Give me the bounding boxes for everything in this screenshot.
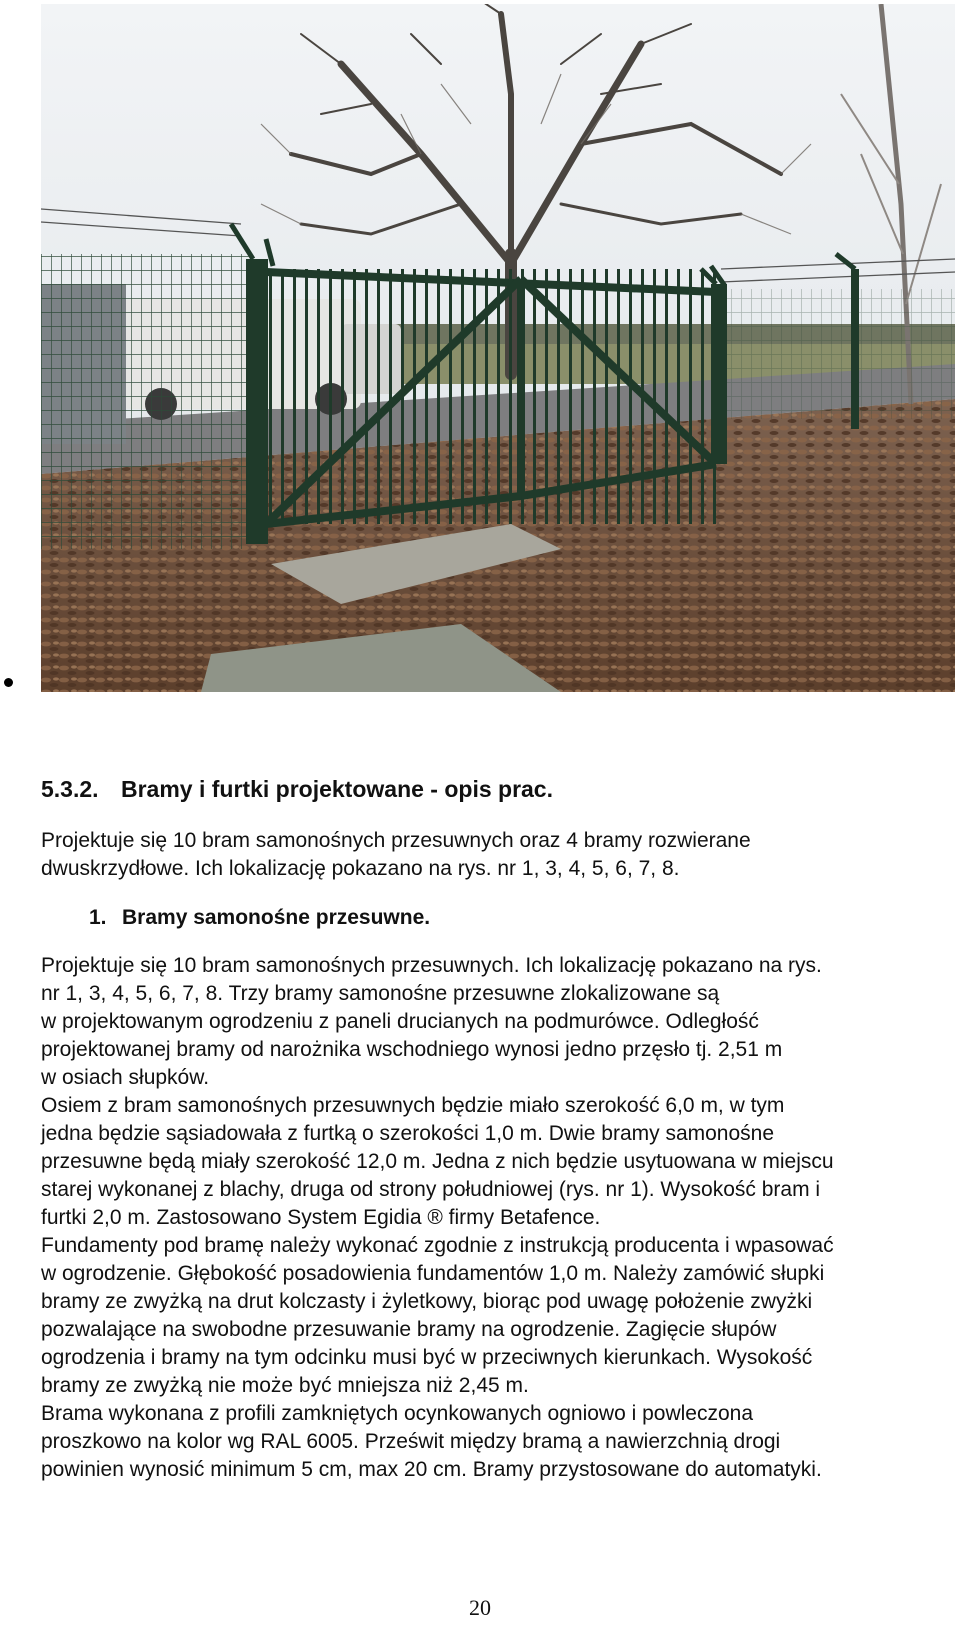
subsection-heading — [41, 904, 956, 932]
paragraph-dimensions: Osiem z bram samonośnych przesuwnych będzie miało szerokość 6,0 m, w tym jedna będzie sąsiadowała z furtką o szerokości 1,0 m. Dwie bramy samonośne przesuwne będą miały szerokość 12,0 m. Jedna z nich będzie usytuowana w miejscu starej wykonanej z blachy, druga od strony południowej (rys. nr 1). Wysokość bram i furtki 2,0 m. Zastosowano System Egidia ® firmy Betafence. — [41, 1094, 834, 1229]
gate-photo — [41, 4, 955, 692]
section-heading — [41, 775, 956, 803]
document-body — [41, 775, 956, 1484]
section-title: Bramy i furtki projektowane - opis prac. — [121, 776, 553, 802]
list-bullet — [4, 678, 13, 687]
paragraph-foundations: Fundamenty pod bramę należy wykonać zgodnie z instrukcją producenta i wpasować w ogrodzenie. Głębokość posadowienia fundamentów 1,0 m. Należy zamówić słupki bramy ze zwyżką na drut kolczasty i żyletkowy, biorąc pod uwagę położenie zwyżki pozwalające na swobodne przesuwanie bramy na ogrodzenie. Zagięcie słupów ogrodzenia i bramy na tym odcinku musi być w przeciwnych kierunkach. Wysokość bramy ze zwyżką nie może być mniejsza niż 2,45 m. — [41, 1234, 834, 1397]
section-number: 5.3.2. — [41, 776, 99, 802]
page-number: 20 — [469, 1595, 491, 1620]
subsection-title: Bramy samonośne przesuwne. — [122, 906, 431, 929]
paragraph-location: Projektuje się 10 bram samonośnych przesuwnych. Ich lokalizację pokazano na rys. nr 1, 3, 4, 5, 6, 7, 8. Trzy bramy samonośne przesuwne zlokalizowane są w projektowanym ogrodzeniu z paneli drucianych na podmurówce. Odległość projektowanej bramy od narożnika wschodniego wynosi jedno przęsło tj. 2,51 m w osiach słupków. — [41, 954, 822, 1089]
paragraph-materials: Brama wykonana z profili zamkniętych ocynkowanych ogniowo i powleczona proszkowo na kolor wg RAL 6005. Prześwit między bramą a nawierzchnią drogi powinien wynosić minimum 5 cm, max 20 cm. Bramy przystosowane do automatyki. — [41, 1402, 822, 1481]
subsection-body — [41, 952, 956, 1484]
intro-paragraph: Projektuje się 10 bram samonośnych przesuwnych oraz 4 bramy rozwierane dwuskrzydłowe. Ich lokalizację pokazano na rys. nr 1, 3, 4, 5, 6, 7, 8. — [41, 829, 751, 880]
subsection-number: 1. — [89, 906, 107, 929]
